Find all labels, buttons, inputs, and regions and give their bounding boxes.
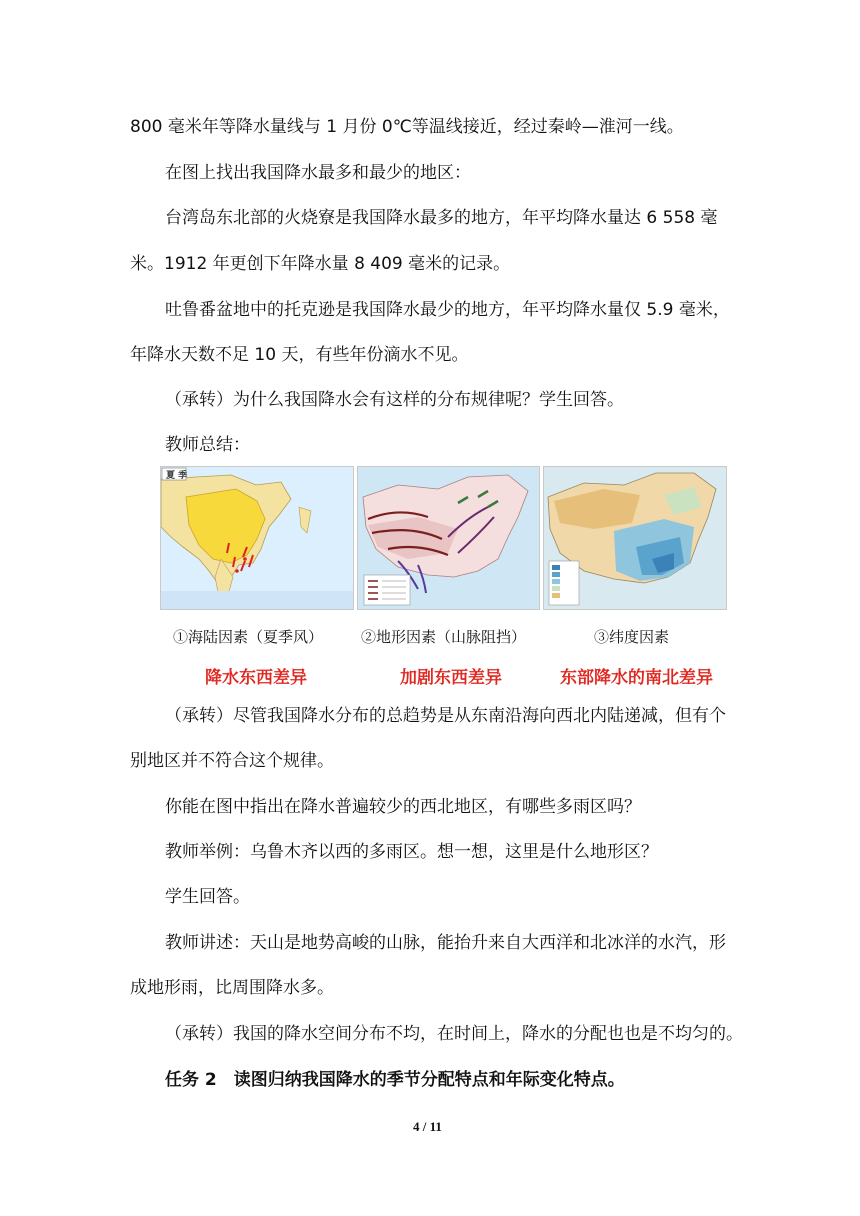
paragraph-line: 别地区并不符合这个规律。 [130, 751, 334, 771]
figure-caption: ①海陆因素（夏季风） [173, 628, 324, 646]
precipitation-map-image [543, 466, 727, 610]
paragraph-line: （承转）为什么我国降水会有这样的分布规律呢？学生回答。 [165, 390, 624, 410]
paragraph-line: 吐鲁番盆地中的托克逊是我国降水最少的地方，年平均降水量仅 5.9 毫米， [165, 300, 730, 320]
paragraph-line: 教师举例：乌鲁木齐以西的多雨区。想一想，这里是什么地形区？ [165, 842, 658, 862]
map-label: 夏 季 [166, 471, 188, 481]
precipitation-map-drawing [544, 467, 726, 609]
paragraph-line: 800 毫米年等降水量线与 1 月份 0℃等温线接近，经过秦岭—淮河一线。 [130, 117, 684, 137]
paragraph-line: 教师讲述：天山是地势高峻的山脉，能抬升来自大西洋和北冰洋的水汽，形 [165, 933, 726, 953]
monsoon-map-image [160, 466, 354, 610]
paragraph-line: （承转）我国的降水空间分布不均，在时间上，降水的分配也也是不均匀的。 [165, 1024, 743, 1044]
paragraph-line: 年降水天数不足 10 天，有些年份滴水不见。 [130, 345, 469, 365]
paragraph-line: 米。1912 年更创下年降水量 8 409 毫米的记录。 [130, 254, 511, 274]
terrain-map-drawing [358, 467, 539, 609]
paragraph-line: 成地形雨，比周围降水多。 [130, 978, 334, 998]
terrain-map-image [357, 466, 540, 610]
paragraph-line: （承转）尽管我国降水分布的总趋势是从东南沿海向西北内陆递减，但有个 [165, 706, 726, 726]
highlight-label: 加剧东西差异 [400, 668, 502, 688]
paragraph-line: 教师总结： [165, 435, 250, 455]
figure-caption: ③纬度因素 [594, 628, 670, 646]
paragraph-line: 台湾岛东北部的火烧寮是我国降水最多的地方，年平均降水量达 6 558 毫 [165, 208, 718, 228]
figure-caption: ②地形因素（山脉阻挡） [361, 628, 527, 646]
task-heading: 任务 2 读图归纳我国降水的季节分配特点和年际变化特点。 [165, 1070, 625, 1090]
page-number: 4 / 11 [413, 1119, 442, 1134]
paragraph-line: 在图上找出我国降水最多和最少的地区： [165, 163, 471, 183]
paragraph-line: 你能在图中指出在降水普遍较少的西北地区，有哪些多雨区吗？ [165, 797, 641, 817]
paragraph-line: 学生回答。 [165, 887, 250, 907]
highlight-label: 东部降水的南北差异 [560, 668, 713, 688]
highlight-label: 降水东西差异 [205, 668, 307, 688]
monsoon-map-drawing [161, 467, 353, 609]
